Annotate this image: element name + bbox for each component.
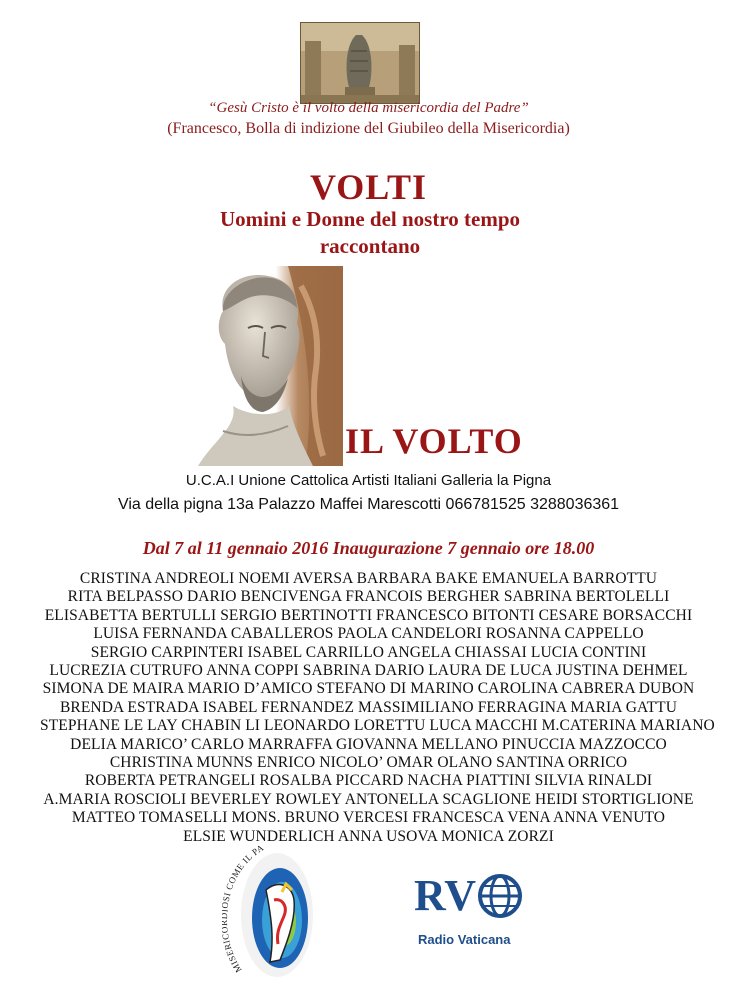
artists-line: MATTEO TOMASELLI MONS. BRUNO VERCESI FRANCESCA VENA ANNA VENUTO xyxy=(71,809,666,827)
artists-line: SERGIO CARPINTERI ISABEL CARRILLO ANGELA CHIASSAI LUCIA CONTINI xyxy=(90,643,647,661)
event-subtitle xyxy=(120,206,620,260)
artists-line: ELISABETTA BERTULLI SERGIO BERTINOTTI FRANCESCO BITONTI CESARE BORSACCHI xyxy=(44,606,693,624)
artists-line: ELSIE WUNDERLICH ANNA USOVA MONICA ZORZI xyxy=(183,827,554,845)
venue-organization: U.C.A.I Unione Cattolica Artisti Italiani Galleria la Pigna xyxy=(185,472,552,489)
artists-line: SIMONA DE MAIRA MARIO D’AMICO STEFANO DI MARINO CAROLINA CABRERA DUBON xyxy=(42,680,695,698)
venue-title: IL VOLTO xyxy=(345,421,523,461)
artists-line: ROBERTA PETRANGELI ROSALBA PICCARD NACHA PIATTINI SILVIA RINALDI xyxy=(84,772,653,790)
artists-line: BRENDA ESTRADA ISABEL FERNANDEZ MASSIMILIANO FERRAGINA MARIA GATTU xyxy=(59,698,678,716)
artists-line: A.MARIA ROSCIOLI BEVERLEY ROWLEY ANTONELLA SCAGLIONE HEIDI STORTIGLIONE xyxy=(43,790,694,808)
quote-text: “Gesù Cristo è il volto della misericordia del Padre” xyxy=(208,100,529,116)
artists-line: LUISA FERNANDA CABALLEROS PAOLA CANDELORI ROSANNA CAPPELLO xyxy=(93,625,644,643)
quote-source: (Francesco, Bolla di indizione del Giubileo della Misericordia) xyxy=(167,120,570,137)
event-dates: Dal 7 al 11 gennaio 2016 Inaugurazione 7 gennaio ore 18.00 xyxy=(142,538,595,558)
radio-logo-text: Radio Vaticana xyxy=(418,932,511,947)
event-title: VOLTI xyxy=(309,167,427,207)
artists-line: DELIA MARICO’ CARLO MARRAFFA GIOVANNA MELLANO PINUCCIA MAZZOCCO xyxy=(70,735,667,753)
top-painting-image xyxy=(300,22,420,104)
jubilee-logo-text: MISERI I COME IL PA xyxy=(222,842,266,975)
sculpture-bust-image xyxy=(193,266,343,466)
radio-logo-mark: RV xyxy=(414,871,477,920)
radio-vaticana-logo xyxy=(410,866,530,956)
artists-line: CHRISTINA MUNNS ENRICO NICOLO’ OMAR OLANO SANTINA ORRICO xyxy=(109,754,628,772)
artists-line: RITA BELPASSO DARIO BENCIVENGA FRANCOIS BERGHER SABRINA BERTOLELLI xyxy=(67,588,670,606)
subtitle-line-2: raccontano xyxy=(319,234,421,258)
artists-line: STEPHANE LE LAY CHABIN LI LEONARDO LORETTU LUCA MACCHI M.CATERINA MARIANO xyxy=(40,717,715,735)
artists-line: LUCREZIA CUTRUFO ANNA COPPI SABRINA DARIO LAURA DE LUCA JUSTINA DEHMEL xyxy=(49,662,688,680)
artists-list xyxy=(40,570,715,846)
jubilee-logo xyxy=(222,840,317,985)
subtitle-line-1: Uomini e Donne del nostro tempo xyxy=(219,207,521,231)
artists-line: CRISTINA ANDREOLI NOEMI AVERSA BARBARA BAKE EMANUELA BARROTTU xyxy=(79,570,658,587)
venue-address-phone: Via della pigna 13a Palazzo Maffei Marescotti 066781525 3288036361 xyxy=(117,496,620,513)
